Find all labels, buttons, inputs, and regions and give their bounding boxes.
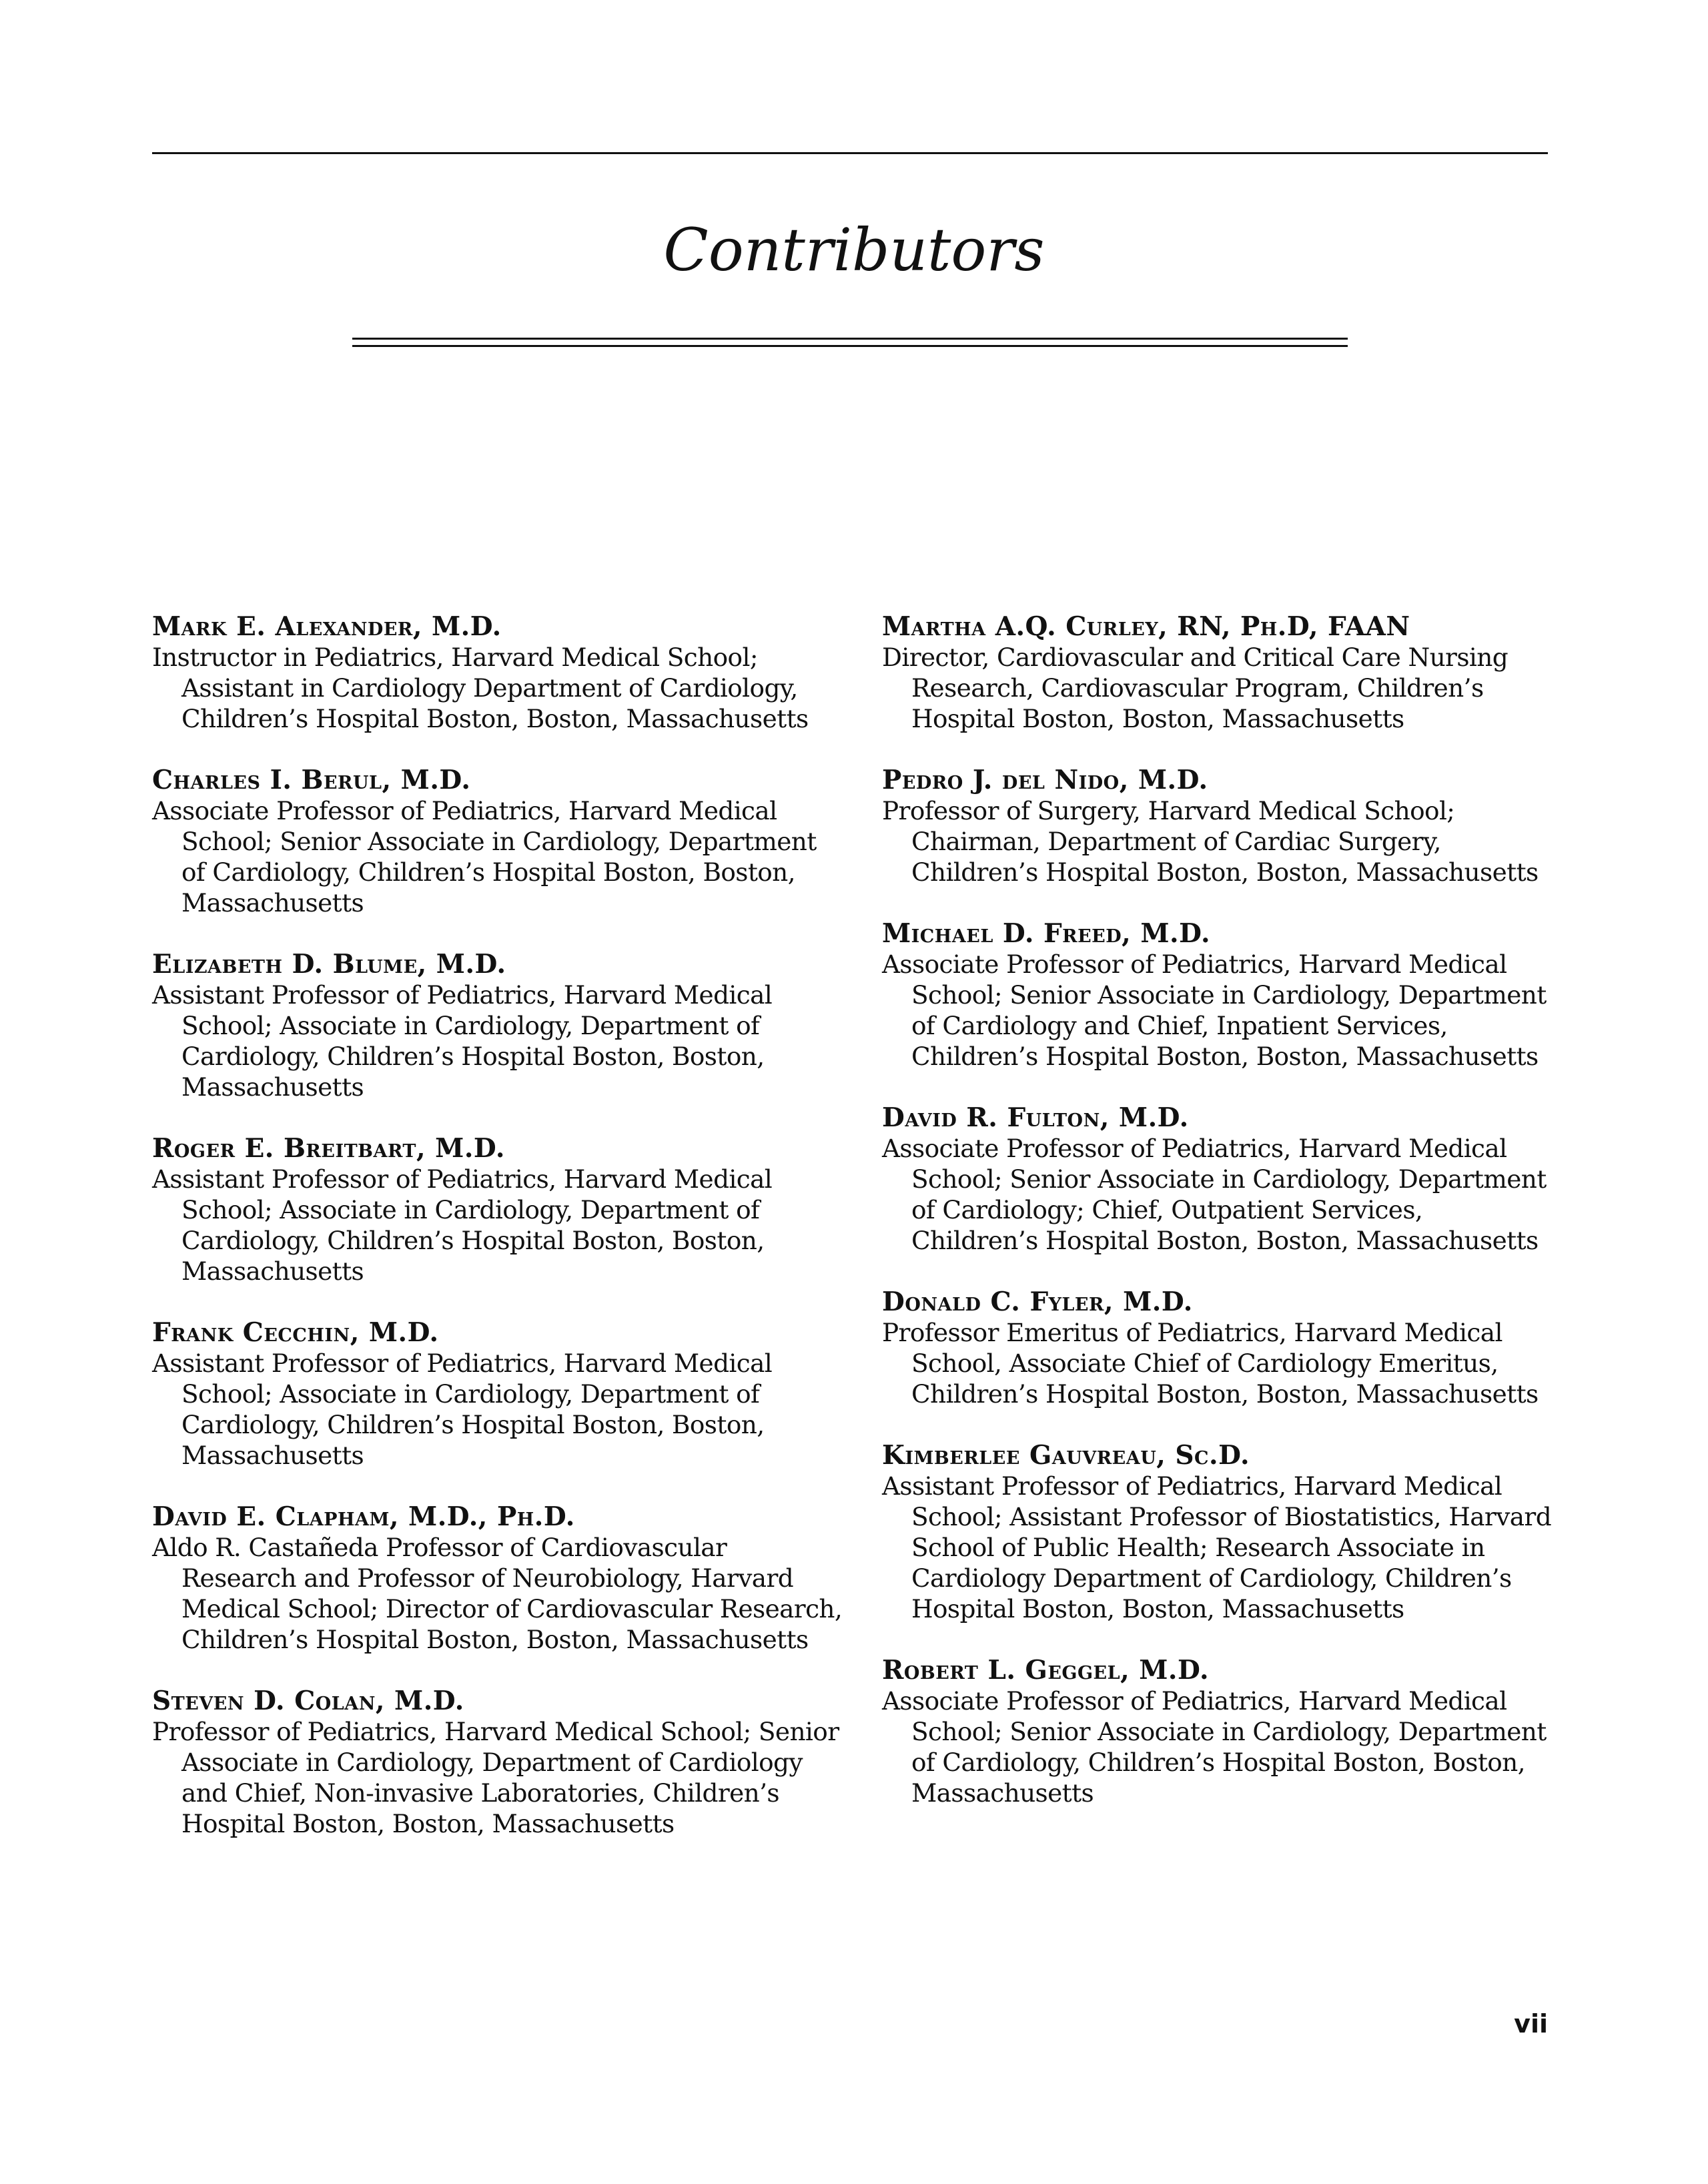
contributor-entry [152, 1686, 846, 1839]
contributor-name: Roger E. Breitbart, M.D. [152, 1133, 505, 1164]
contributor-affiliation: Associate Professor of Pediatrics, Harvard Medical School; Senior Associate in Cardiology, Department of Cardiology and Chief, Inpatient Services, Children’s Hospital Boston, Boston, Massachusetts [882, 950, 1547, 1071]
contributor-entry [152, 611, 846, 734]
contributor-name: Kimberlee Gauvreau, Sc.D. [882, 1440, 1250, 1471]
contributor-entry [152, 1501, 846, 1655]
contributor-affiliation: Assistant Professor of Pediatrics, Harvard Medical School; Assistant Professor of Biostatistics, Harvard School of Public Health; Research Associate in Cardiology Department of Cardiology, Children’s Hospital Boston, Boston, Massachusetts [882, 1471, 1552, 1623]
contributor-entry [882, 1655, 1556, 1808]
contributors-right-column [882, 611, 1556, 1839]
contributor-affiliation: Associate Professor of Pediatrics, Harvard Medical School; Senior Associate in Cardiology, Department of Cardiology, Children’s Hospital Boston, Boston, Massachusetts [882, 1686, 1547, 1808]
contributor-affiliation: Aldo R. Castañeda Professor of Cardiovascular Research and Professor of Neurobiology, Harvard Medical School; Director of Cardiovascular Research, Children’s Hospital Boston, Boston, Massachusetts [152, 1533, 843, 1654]
contributor-affiliation: Associate Professor of Pediatrics, Harvard Medical School; Senior Associate in Cardiology, Department of Cardiology, Children’s Hospital Boston, Boston, Massachusetts [152, 796, 817, 918]
contributor-affiliation: Professor Emeritus of Pediatrics, Harvard Medical School, Associate Chief of Cardiology Emeritus, Children’s Hospital Boston, Boston, Massachusetts [882, 1318, 1539, 1409]
contributor-name: Mark E. Alexander, M.D. [152, 611, 502, 642]
contributor-name: Michael D. Freed, M.D. [882, 918, 1211, 949]
contributor-affiliation: Assistant Professor of Pediatrics, Harvard Medical School; Associate in Cardiology, Department of Cardiology, Children’s Hospital Boston, Boston, Massachusetts [152, 1349, 773, 1470]
contributor-entry [882, 1440, 1556, 1624]
contributor-entry [152, 1317, 846, 1471]
contributor-entry [152, 765, 846, 918]
contributor-name: Robert L. Geggel, M.D. [882, 1655, 1210, 1686]
contributor-entry [882, 1102, 1556, 1256]
contributors-left-column [152, 611, 846, 1870]
contributor-entry [882, 765, 1556, 887]
top-rule [152, 152, 1548, 154]
contributor-affiliation: Associate Professor of Pediatrics, Harvard Medical School; Senior Associate in Cardiology, Department of Cardiology; Chief, Outpatient Services, Children’s Hospital Boston, Boston, Massachusetts [882, 1134, 1547, 1255]
contributor-name: Charles I. Berul, M.D. [152, 765, 471, 795]
contributor-name: David E. Clapham, M.D., Ph.D. [152, 1501, 575, 1532]
contributor-name: Martha A.Q. Curley, RN, Ph.D, FAAN [882, 611, 1410, 642]
contributor-entry [882, 918, 1556, 1072]
page-number: vii [1514, 2009, 1548, 2039]
contributor-entry [882, 1287, 1556, 1409]
contributor-affiliation: Professor of Pediatrics, Harvard Medical School; Senior Associate in Cardiology, Department of Cardiology and Chief, Non-invasive Laboratories, Children’s Hospital Boston, Boston, Massachusetts [152, 1717, 839, 1838]
contributor-name: Donald C. Fyler, M.D. [882, 1287, 1193, 1317]
contributor-entry [882, 611, 1556, 734]
contributor-affiliation: Assistant Professor of Pediatrics, Harvard Medical School; Associate in Cardiology, Department of Cardiology, Children’s Hospital Boston, Boston, Massachusetts [152, 980, 773, 1102]
contributor-name: David R. Fulton, M.D. [882, 1102, 1189, 1133]
contributor-name: Steven D. Colan, M.D. [152, 1686, 464, 1716]
contributor-affiliation: Assistant Professor of Pediatrics, Harvard Medical School; Associate in Cardiology, Department of Cardiology, Children’s Hospital Boston, Boston, Massachusetts [152, 1164, 773, 1286]
contributor-affiliation: Director, Cardiovascular and Critical Care Nursing Research, Cardiovascular Program, Children’s Hospital Boston, Boston, Massachusetts [882, 643, 1509, 733]
contributor-entry [152, 949, 846, 1102]
page-title: Contributors [663, 216, 1045, 284]
contributor-affiliation: Professor of Surgery, Harvard Medical School; Chairman, Department of Cardiac Surgery, Children’s Hospital Boston, Boston, Massachusetts [882, 796, 1539, 887]
contributor-name: Elizabeth D. Blume, M.D. [152, 949, 506, 980]
contributor-affiliation: Instructor in Pediatrics, Harvard Medical School; Assistant in Cardiology Department of Cardiology, Children’s Hospital Boston, Boston, Massachusetts [152, 643, 809, 733]
contributor-name: Pedro J. del Nido, M.D. [882, 765, 1208, 795]
contributor-entry [152, 1133, 846, 1287]
contributor-name: Frank Cecchin, M.D. [152, 1317, 439, 1348]
title-double-rule [352, 338, 1348, 347]
